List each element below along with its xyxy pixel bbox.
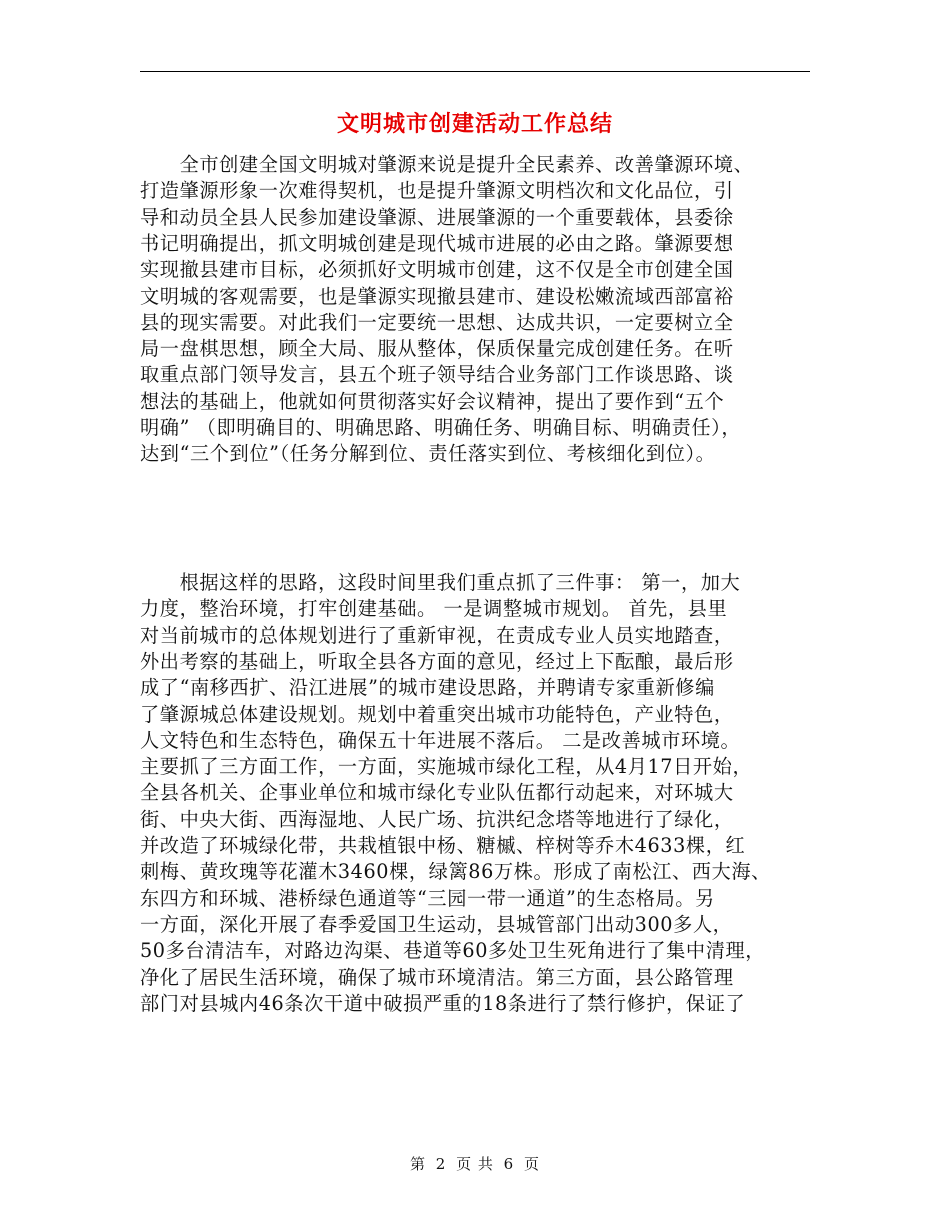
body-text-line: 刺梅、黄玫瑰等花灌木3460棵，绿篱86万株。形成了南松江、西大海、 [140, 860, 771, 884]
body-text-line: 成了“南移西扩、沿江进展”的城市建设思路，并聘请专家重新修编 [140, 676, 715, 700]
body-text-line: 县的现实需要。对此我们一定要统一思想、达成共识，一定要树立全 [140, 310, 734, 334]
footer-total-pages: 6 [503, 1155, 515, 1173]
body-text-line: 50多台清洁车，对路边沟渠、巷道等60多处卫生死角进行了集中清理， [140, 939, 766, 963]
body-text-line: 取重点部门领导发言，县五个班子领导结合业务部门工作谈思路、谈 [140, 363, 734, 387]
body-text-line: 文明城的客观需要，也是肇源实现撤县建市、建设松嫩流域西部富裕 [140, 284, 734, 308]
footer-middle: 页 共 [456, 1155, 494, 1173]
body-text-line: 全县各机关、企事业单位和城市绿化专业队伍都行动起来，对环城大 [140, 781, 734, 805]
body-text-line: 力度，整治环境，打牢创建基础。 一是调整城市规划。 首先，县里 [140, 597, 728, 621]
body-text-line: 净化了居民生活环境，确保了城市环境清洁。第三方面，县公路管理 [140, 965, 734, 989]
body-text-line: 人文特色和生态特色，确保五十年进展不落后。 二是改善城市环境。 [140, 728, 741, 752]
body-text-line: 外出考察的基础上，听取全县各方面的意见，经过上下酝酿，最后形 [140, 649, 734, 673]
body-text-line: 局一盘棋思想，顾全大局、服从整体，保质保量完成创建任务。在听 [140, 337, 734, 361]
body-text-line: 主要抓了三方面工作，一方面，实施城市绿化工程，从4月17日开始， [140, 755, 753, 779]
body-text-line: 对当前城市的总体规划进行了重新审视，在责成专业人员实地踏查， [140, 623, 734, 647]
body-text-line: 书记明确提出，抓文明城创建是现代城市进展的必由之路。肇源要想 [140, 231, 734, 255]
header-rule [140, 71, 810, 72]
body-text-line: 街、中央大街、西海湿地、人民广场、抗洪纪念塔等地进行了绿化， [140, 807, 734, 831]
body-text-line: 并改造了环城绿化带，共栽植银中杨、糖槭、梓树等乔木4633棵，红 [140, 834, 746, 857]
footer-prefix: 第 [409, 1155, 426, 1173]
body-text-line: 一方面，深化开展了春季爱国卫生运动，县城管部门出动300多人， [140, 912, 733, 936]
body-text-line: 实现撤县建市目标，必须抓好文明城市创建，这不仅是全市创建全国 [140, 258, 734, 282]
body-text-line: 明确” （即明确目的、明确思路、明确任务、明确目标、明确责任）， [140, 416, 742, 439]
body-text-line: 根据这样的思路，这段时间里我们重点抓了三件事： 第一，加大 [140, 571, 741, 594]
footer-suffix: 页 [524, 1155, 541, 1173]
footer-page-number: 2 [435, 1155, 447, 1173]
body-text-line: 打造肇源形象一次难得契机，也是提升肇源文明档次和文化品位，引 [140, 179, 734, 203]
body-text-line: 了肇源城总体建设规划。规划中着重突出城市功能特色，产业特色， [140, 702, 734, 726]
body-text-line: 东四方和环城、港桥绿色通道等“三园一带一通道”的生态格局。另 [140, 886, 715, 910]
page-footer [0, 1153, 950, 1174]
body-text-line: 全市创建全国文明城对肇源来说是提升全民素养、改善肇源环境、 [140, 153, 754, 176]
body-text-line: 导和动员全县人民参加建设肇源、进展肇源的一个重要载体，县委徐 [140, 205, 734, 229]
document-title: 文明城市创建活动工作总结 [336, 111, 613, 137]
body-text-line: 达到“三个到位”（任务分解到位、责任落实到位、考核细化到位）。 [140, 442, 716, 466]
body-text-line: 部门对县城内46条次干道中破损严重的18条进行了禁行修护，保证了 [140, 991, 746, 1015]
body-text-line: 想法的基础上，他就如何贯彻落实好会议精神，提出了要作到“五个 [140, 389, 725, 413]
